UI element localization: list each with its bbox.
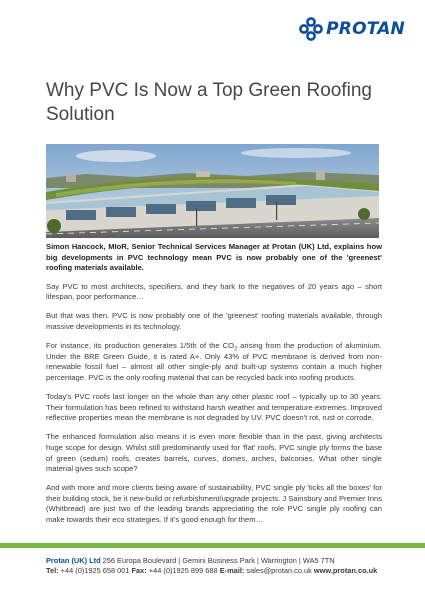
paragraph: Today's PVC roofs last longer on the whole than any other plastic roof – typically up to 30 years. Their formulation has been refined to withstand harsh weather and temperature extremes. Improved reflective properties mean the membrane is not degraded by UV. PVC doesn't rot, rust or corrode. [46, 392, 382, 423]
paragraph: And with more and more clients being aware of sustainability, PVC single ply 'ticks all the boxes' for their building stock, be it new-build or refurbishment/upgrade projects. J Sainsbury and Premier Inns (Whitbread) are just two of the leading brands appreciating the role PVC single ply roofing can make towards their eco strategies. If it's good enough for them… [46, 483, 382, 524]
protan-logo-text: PROTAN [326, 19, 405, 39]
footer-company: Protan (UK) Ltd [46, 556, 101, 565]
footer-contact-line [46, 566, 406, 576]
subscript: 2 [234, 346, 238, 353]
green-roof-building-photo [46, 144, 379, 238]
website-link[interactable]: www.protan.co.uk [313, 566, 378, 575]
tel-label: Tel: [46, 566, 59, 575]
intro-paragraph: Simon Hancock, MIoR, Senior Technical Services Manager at Protan (UK) Ltd, explains how big developments in PVC technology mean PVC is now probably one of the 'greenest' roofing materials available. [46, 242, 382, 273]
tel-value: +44 (0)1925 658 001 [58, 566, 132, 575]
paragraph-text: For instance, its production generates 1/5th of the CO [46, 341, 235, 351]
footer [46, 556, 406, 576]
footer-address-line [46, 556, 406, 566]
paragraph [46, 341, 382, 383]
fax-label: Fax: [131, 566, 147, 575]
paragraph-text: arising from the production of aluminium. Under the BRE Green Guide, it is rated A+. Only 43% of PVC membrane is derived from non-renewable fossil fuel – almost all other single-ply and built-up systems contain a much higher percentage. PVC is the only roofing material that can be recycled back into roofing products. [46, 341, 382, 382]
protan-logo [299, 17, 405, 41]
footer-address: 256 Europa Boulevard | Gemini Business Park | Warrington | WA5 7TN [100, 556, 335, 565]
article-body [46, 242, 382, 534]
page-title: Why PVC Is Now a Top Green Roofing Solution [46, 80, 372, 125]
paragraph: Say PVC to most architects, specifiers, and they hark to the negatives of 20 years ago – short lifespan, poor performance… [46, 281, 382, 302]
email-link[interactable]: sales@protan.co.uk [244, 566, 314, 575]
footer-divider [0, 543, 425, 548]
paragraph: But that was then. PVC is now probably one of the 'greenest' roofing materials available, through massive developments in its technology. [46, 311, 382, 332]
protan-logo-icon [299, 17, 323, 41]
fax-value: +44 (0)1925 899 688 [146, 566, 220, 575]
email-label: E-mail: [219, 566, 245, 575]
paragraph: The enhanced formulation also means it is even more flexible than in the past, giving architects huge scope for design. Whilst still predominantly used for 'flat' roofs, PVC single ply forms the base of green (sedum) roofs, creates barrels, curves, domes, arches, balconies. What other single material gives such scope? [46, 432, 382, 474]
